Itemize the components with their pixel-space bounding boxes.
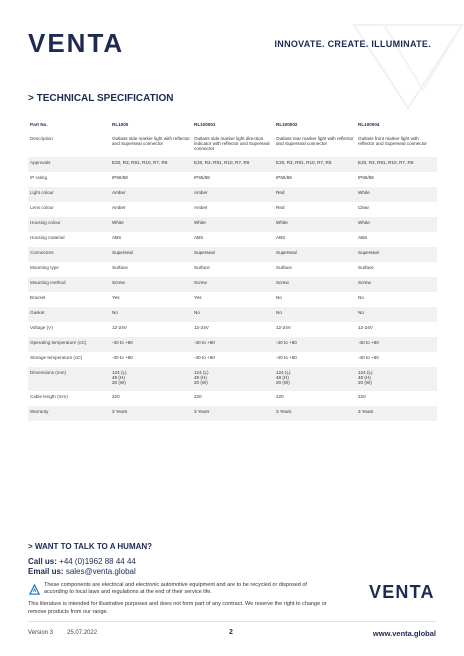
table-cell: Superseal — [274, 247, 356, 262]
triangle-watermark — [344, 20, 464, 110]
table-cell: Superseal — [192, 247, 274, 262]
table-cell: 124 (L) 48 (H) 20 (W) — [110, 367, 192, 391]
table-cell: Yes — [194, 295, 202, 300]
table-cell: Surface — [276, 265, 292, 270]
table-cell: 124 (L) 48 (H) 20 (W) — [192, 367, 274, 391]
table-cell: Red — [276, 205, 285, 210]
table-cell: Amber — [112, 205, 126, 210]
date-text: 25.07.2022 — [67, 630, 98, 636]
table-cell: 12-24V — [358, 325, 373, 330]
table-cell: 3 Years — [110, 406, 192, 421]
table-cell: 12-24V — [276, 325, 291, 330]
table-cell: 12-24V — [112, 325, 127, 330]
table-row — [28, 307, 437, 322]
row-label: Gasket — [28, 307, 110, 322]
table-cell: ABS — [276, 235, 286, 240]
table-cell: Surface — [112, 265, 128, 270]
row-label: Operating temperature (oC) — [28, 337, 110, 352]
contact-title: > WANT TO TALK TO A HUMAN? — [28, 542, 153, 551]
table-cell: 220 — [358, 394, 366, 399]
table-cell: Red — [274, 187, 356, 202]
table-row — [28, 367, 437, 391]
table-cell: Outlass rear marker light with reflector and Superseal connector — [276, 136, 354, 147]
table-cell: Screw — [274, 277, 356, 292]
table-cell: -40 to +60 — [356, 337, 437, 352]
table-cell: 12-24V — [194, 325, 209, 330]
table-cell: 124 (L) 48 (H) 20 (W) — [274, 367, 356, 391]
table-cell: -40 to +60 — [194, 355, 215, 360]
table-row — [28, 262, 437, 277]
table-cell: No — [274, 307, 356, 322]
table-cell: -40 to +60 — [274, 337, 356, 352]
row-label: Lens colour — [30, 205, 54, 210]
table-cell: White — [356, 217, 437, 232]
page-number: 2 — [229, 629, 233, 636]
table-row — [28, 157, 437, 172]
row-label: Mounting type — [30, 265, 59, 270]
table-cell: E20, R3, R91, R10, R7, R6 — [110, 157, 192, 172]
row-label: Housing material — [30, 235, 65, 240]
table-cell: IP66/68 — [276, 175, 292, 180]
table-cell: Amber — [110, 187, 192, 202]
table-cell: -40 to +60 — [358, 355, 379, 360]
table-row — [28, 232, 437, 247]
row-label: Housing colour — [28, 217, 110, 232]
table-row — [28, 277, 437, 292]
table-cell: ABS — [194, 235, 204, 240]
header-cell: RL1000 — [112, 122, 129, 127]
header-cell: RL100002 — [276, 122, 298, 127]
table-row — [28, 406, 437, 421]
header-cell: Part No. — [30, 122, 48, 127]
email-address[interactable]: sales@venta.global — [65, 567, 136, 576]
recycle-note: These components are electrical and electronic automotive equipment and are to be recycled or disposed of according to local laws and regulations at the end of their service life. — [44, 582, 307, 595]
table-cell: Amber — [192, 187, 274, 202]
header-cell: RL100001 — [194, 122, 216, 127]
venta-logo: VENTA — [28, 28, 125, 58]
table-cell: -40 to +60 — [110, 337, 192, 352]
table-row — [28, 217, 437, 232]
table-cell: -40 to +60 — [112, 355, 133, 360]
table-cell: Superseal — [110, 247, 192, 262]
table-cell: 3 Years — [356, 406, 437, 421]
table-row — [28, 172, 437, 187]
venta-logo-small: VENTA — [369, 582, 435, 602]
table-cell: E20, R3, R91, R10, R7, R6 — [274, 157, 356, 172]
footer-version — [28, 630, 97, 636]
table-cell: Amber — [194, 205, 208, 210]
table-cell: IP66/68 — [112, 175, 128, 180]
table-cell: 220 — [112, 394, 120, 399]
table-cell: No — [110, 307, 192, 322]
table-cell: E20, R3, R91, R10, R7, R6 — [356, 157, 437, 172]
table-cell: 124 (L) 48 (H) 20 (W) — [356, 367, 437, 391]
footer-divider — [28, 621, 436, 622]
table-row — [28, 391, 437, 406]
table-cell: Screw — [356, 277, 437, 292]
table-row — [28, 133, 437, 157]
table-cell: -40 to +60 — [276, 355, 297, 360]
table-row — [28, 247, 437, 262]
table-row — [28, 292, 437, 307]
table-cell: IP66/68 — [194, 175, 210, 180]
row-label: Light colour — [28, 187, 110, 202]
spec-table — [28, 120, 437, 421]
call-line — [28, 557, 136, 566]
row-label: Approvals — [28, 157, 110, 172]
table-cell: No — [192, 307, 274, 322]
table-cell: -40 to +60 — [192, 337, 274, 352]
email-label: Email us: — [28, 567, 64, 576]
table-cell: Superseal — [356, 247, 437, 262]
row-label: Mounting method — [28, 277, 110, 292]
table-cell: White — [192, 217, 274, 232]
table-row — [28, 202, 437, 217]
table-row — [28, 352, 437, 367]
row-label: Cable length (mm) — [30, 394, 68, 399]
table-cell: White — [356, 187, 437, 202]
table-cell: Screw — [192, 277, 274, 292]
table-header-row — [28, 120, 437, 133]
table-cell: Surface — [358, 265, 374, 270]
table-cell: No — [356, 307, 437, 322]
row-label: Storage temperature (oC) — [30, 355, 83, 360]
row-label: Voltage (V) — [30, 325, 53, 330]
row-label: Bracket — [30, 295, 46, 300]
table-cell: Screw — [110, 277, 192, 292]
table-row — [28, 337, 437, 352]
table-cell: 3 Years — [192, 406, 274, 421]
recycle-warning-icon — [29, 584, 40, 595]
row-label: Dimensions (mm) — [28, 367, 110, 391]
table-cell: E20, R3, R91, R10, R7, R6 — [192, 157, 274, 172]
table-cell: Clear — [358, 205, 369, 210]
header-cell: RL100004 — [358, 122, 380, 127]
row-label: Connectors — [28, 247, 110, 262]
row-label: Warranty — [28, 406, 110, 421]
table-cell: 220 — [276, 394, 284, 399]
table-cell: 220 — [194, 394, 202, 399]
phone-number[interactable]: +44 (0)1962 88 44 44 — [59, 557, 136, 566]
row-label: Description — [30, 136, 53, 141]
website-link[interactable]: www.venta.global — [372, 629, 436, 638]
table-cell: White — [110, 217, 192, 232]
table-cell: 3 Years — [274, 406, 356, 421]
table-cell: No — [276, 295, 282, 300]
table-cell: ABS — [358, 235, 368, 240]
row-label: IP rating — [30, 175, 48, 180]
version-text: Version 3 — [28, 630, 54, 636]
section-title: > TECHNICAL SPECIFICATION — [28, 93, 174, 104]
table-row — [28, 322, 437, 337]
tagline: INNOVATE. CREATE. ILLUMINATE. — [274, 39, 431, 49]
email-line — [28, 567, 136, 576]
table-row — [28, 187, 437, 202]
table-cell: Outlass front marker light with reflector and Superseal connector — [358, 136, 427, 147]
disclaimer: This literature is intended for illustrative purposes and does not form part of any contract. We reserve the right to change or remove products from our range. — [28, 601, 327, 615]
table-cell: Outlass side marker light direction indicator with reflector and Superseal connector — [194, 136, 270, 152]
table-cell: Outlass side marker light with reflector and Superseal connector — [112, 136, 190, 147]
spec-table-body — [28, 133, 437, 421]
call-label: Call us: — [28, 557, 57, 566]
table-cell: IP66/68 — [358, 175, 374, 180]
table-cell: No — [358, 295, 364, 300]
table-cell: ABS — [112, 235, 122, 240]
table-cell: White — [274, 217, 356, 232]
table-cell: Yes — [112, 295, 120, 300]
table-cell: Surface — [194, 265, 210, 270]
